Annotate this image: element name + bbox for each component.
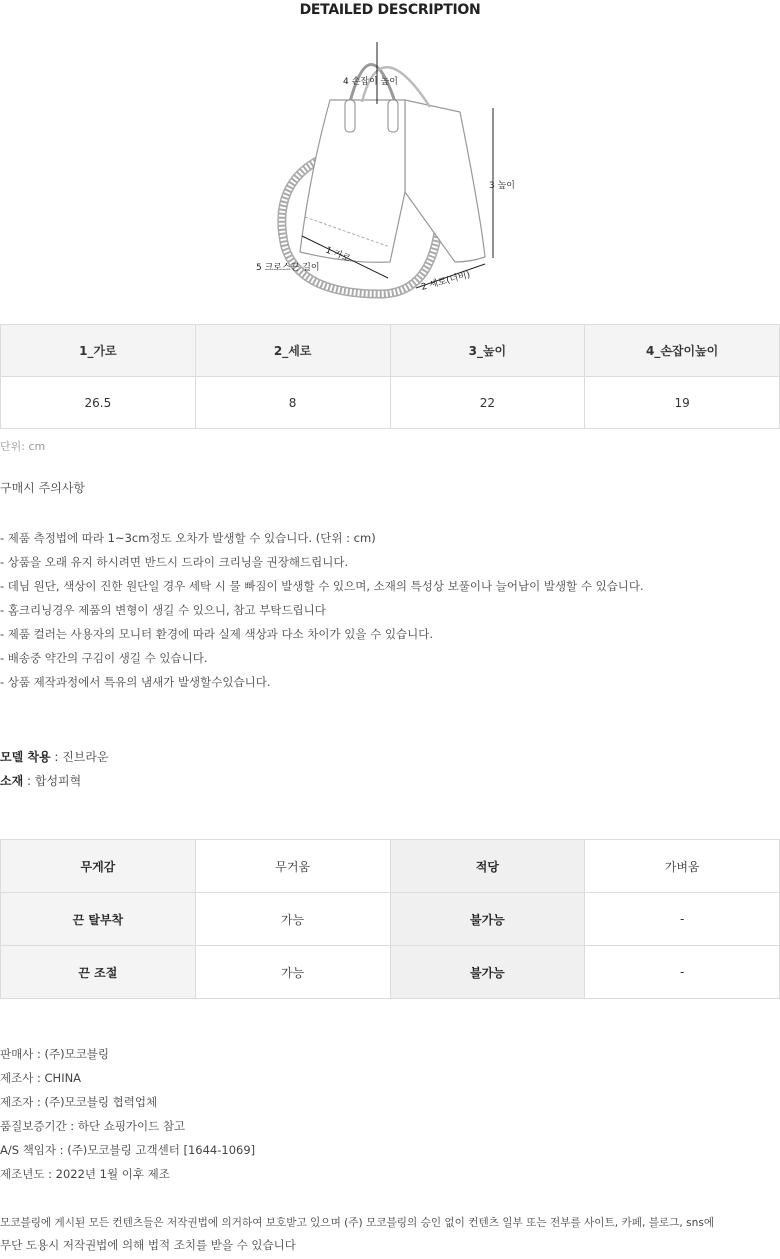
size-table-value-row	[1, 377, 780, 429]
bag-illustration	[230, 32, 550, 302]
size-table-header-row	[1, 325, 780, 377]
model-wear-line	[0, 745, 109, 769]
list-item: - 데님 원단, 색상이 진한 원단일 경우 세탁 시 물 빠짐이 발생할 수 있으며, 소재의 특성상 보풀이나 늘어남이 발생할 수 있습니다.	[0, 579, 644, 593]
prop-option: -	[585, 893, 780, 946]
label-handle-height: 4 손잡이 높이	[343, 77, 398, 87]
info-line: 판매사 : (주)모코블링	[0, 1047, 110, 1061]
copyright-line: 무단 도용시 저작권법에 의해 법적 조치를 받을 수 있습니다	[0, 1238, 296, 1252]
table-row	[1, 840, 780, 893]
info-line: 제조자 : (주)모코블링 협력업체	[0, 1095, 158, 1109]
label-width: 1 가로	[323, 245, 352, 265]
info-line: 제조사 : CHINA	[0, 1071, 82, 1085]
purchase-notes-title: 구매시 주의사항	[0, 481, 85, 495]
prop-option-selected: 불가능	[390, 946, 585, 999]
properties-table	[0, 839, 780, 999]
material-label: 소재	[0, 774, 24, 788]
prop-option: 가능	[195, 946, 390, 999]
material-value: : 합성피혁	[23, 774, 82, 788]
model-wear-value: : 진브라운	[50, 750, 109, 764]
unit-note: 단위: cm	[0, 440, 46, 453]
bag-side-panel	[405, 100, 485, 262]
material-line	[0, 769, 109, 793]
copyright-notice	[0, 1212, 780, 1256]
list-item: - 상품을 오래 유지 하시려면 반드시 드라이 크리닝을 권장해드립니다.	[0, 555, 349, 569]
prop-option-selected: 적당	[390, 840, 585, 893]
label-height: 3 높이	[489, 181, 515, 191]
prop-option-selected: 불가능	[390, 893, 585, 946]
prop-label-weight: 무게감	[1, 840, 196, 893]
list-item: - 상품 제작과정에서 특유의 냄새가 발생할수있습니다.	[0, 675, 271, 689]
size-header-handle-height: 4_손잡이높이	[585, 325, 780, 377]
purchase-notes-list	[0, 526, 644, 694]
size-header-height: 3_높이	[390, 325, 585, 377]
size-header-depth: 2_세로	[195, 325, 390, 377]
prop-label-strap-detach: 끈 탈부착	[1, 893, 196, 946]
size-value-width: 26.5	[1, 377, 196, 429]
list-item: - 홈크리닝경우 제품의 변형이 생길 수 있으니, 참고 부탁드립니다	[0, 603, 326, 617]
label-depth: 2 세로(너비)	[420, 270, 472, 293]
prop-option: 가능	[195, 893, 390, 946]
prop-label-strap-adjust: 끈 조절	[1, 946, 196, 999]
size-table	[0, 324, 780, 429]
size-value-handle-height: 19	[585, 377, 780, 429]
info-line: 품질보증기간 : 하단 쇼핑가이드 참고	[0, 1119, 186, 1133]
size-value-height: 22	[390, 377, 585, 429]
label-crossbody: 5 크로스끈 길이	[256, 263, 320, 273]
model-wear-label: 모델 착용	[0, 750, 51, 764]
page-title: DETAILED DESCRIPTION	[299, 2, 481, 18]
seller-info	[0, 1042, 255, 1186]
bag-measurement-diagram	[230, 32, 550, 302]
prop-option: -	[585, 946, 780, 999]
list-item: - 제품 측정법에 따라 1~3cm정도 오차가 발생할 수 있습니다. (단위 : cm)	[0, 531, 376, 545]
size-value-depth: 8	[195, 377, 390, 429]
handle-tab-left	[345, 100, 355, 132]
handle-tab-right	[388, 100, 398, 132]
prop-option: 무거움	[195, 840, 390, 893]
list-item: - 배송중 약간의 구김이 생길 수 있습니다.	[0, 651, 208, 665]
size-header-width: 1_가로	[1, 325, 196, 377]
prop-option: 가벼움	[585, 840, 780, 893]
copyright-line: 모코블링에 게시된 모든 컨텐츠들은 저작권법에 의거하여 보호받고 있으며 (주) 모코블링의 승인 없이 컨텐츠 일부 또는 전부를 사이트, 카페, 블로그, sns에	[0, 1217, 715, 1229]
info-line: A/S 책임자 : (주)모코블링 고객센터 [1644-1069]	[0, 1143, 256, 1157]
table-row	[1, 946, 780, 999]
list-item: - 제품 컬러는 사용자의 모니터 환경에 따라 실제 색상과 다소 차이가 있을 수 있습니다.	[0, 627, 434, 641]
model-info	[0, 745, 109, 793]
info-line: 제조년도 : 2022년 1월 이후 제조	[0, 1167, 170, 1181]
table-row	[1, 893, 780, 946]
